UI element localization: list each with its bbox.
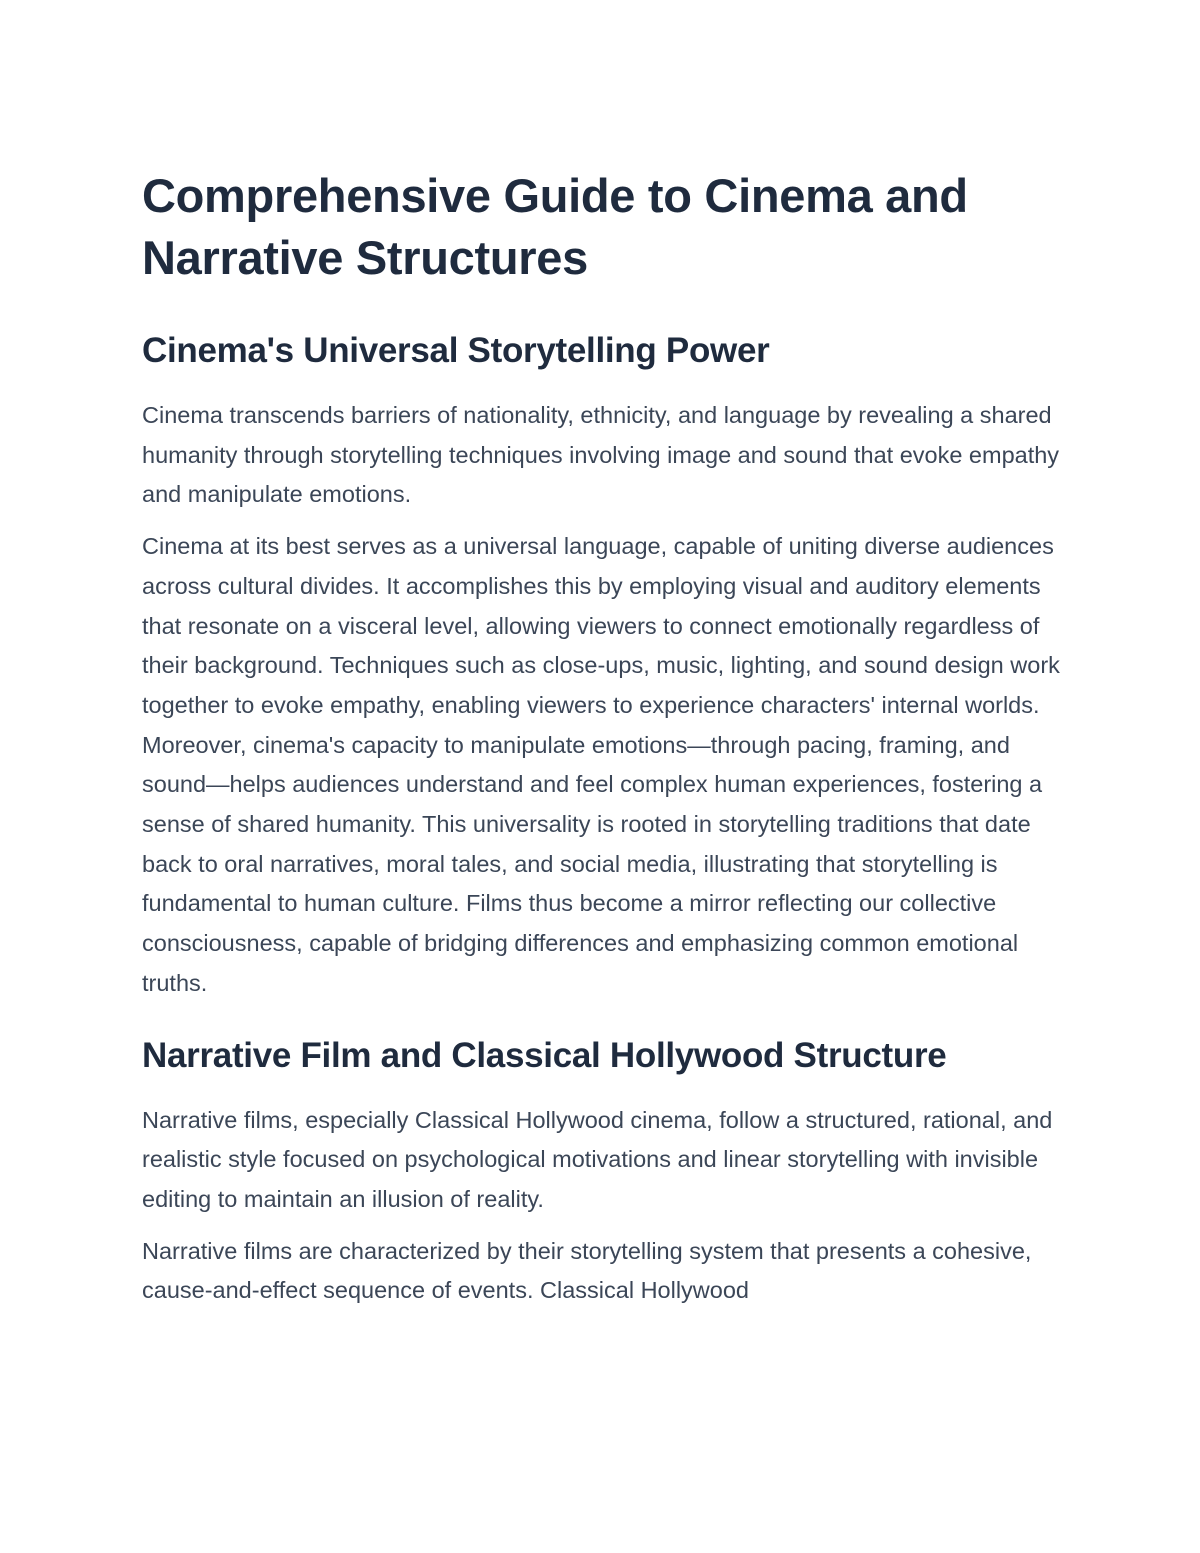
section-body-paragraph: Narrative films are characterized by their storytelling system that presents a cohesive, cause-and-effect sequence of events. Classical Hollywood [142, 1237, 1032, 1304]
section-body-paragraph: Cinema at its best serves as a universal language, capable of uniting diverse audiences across cultural divides. It accomplishes this by employing visual and auditory elements that resonate on a visceral level, allowing viewers to connect emotionally regardless of their background. Techniques such as close-ups, music, lighting, and sound design work together to evoke empathy, enabling viewers to experience characters' internal worlds. Moreover, cinema's capacity to manipulate emotions—through pacing, framing, and sound—helps audiences understand and feel complex human experiences, fostering a sense of shared humanity. This universality is rooted in storytelling traditions that date back to oral narratives, moral tales, and social media, illustrating that storytelling is fundamental to human culture. Films thus become a mirror reflecting our collective consciousness, capable of bridging differences and emphasizing common emotional truths. [142, 533, 1060, 996]
section-heading-cinema-universal: Cinema's Universal Storytelling Power [142, 331, 770, 370]
section-summary-paragraph: Narrative films, especially Classical Hollywood cinema, follow a structured, rational, and realistic style focused on psychological motivations and linear storytelling with invisible editing to maintain an illusion of reality. [142, 1106, 1053, 1212]
document-title: Comprehensive Guide to Cinema and Narrative Structures [142, 169, 968, 284]
section-summary-paragraph: Cinema transcends barriers of nationality, ethnicity, and language by revealing a shared humanity through storytelling techniques involving image and sound that evoke empathy and manipulate emotions. [142, 402, 1060, 508]
document-page [142, 165, 1062, 1311]
section-heading-narrative-film: Narrative Film and Classical Hollywood Structure [142, 1035, 947, 1075]
